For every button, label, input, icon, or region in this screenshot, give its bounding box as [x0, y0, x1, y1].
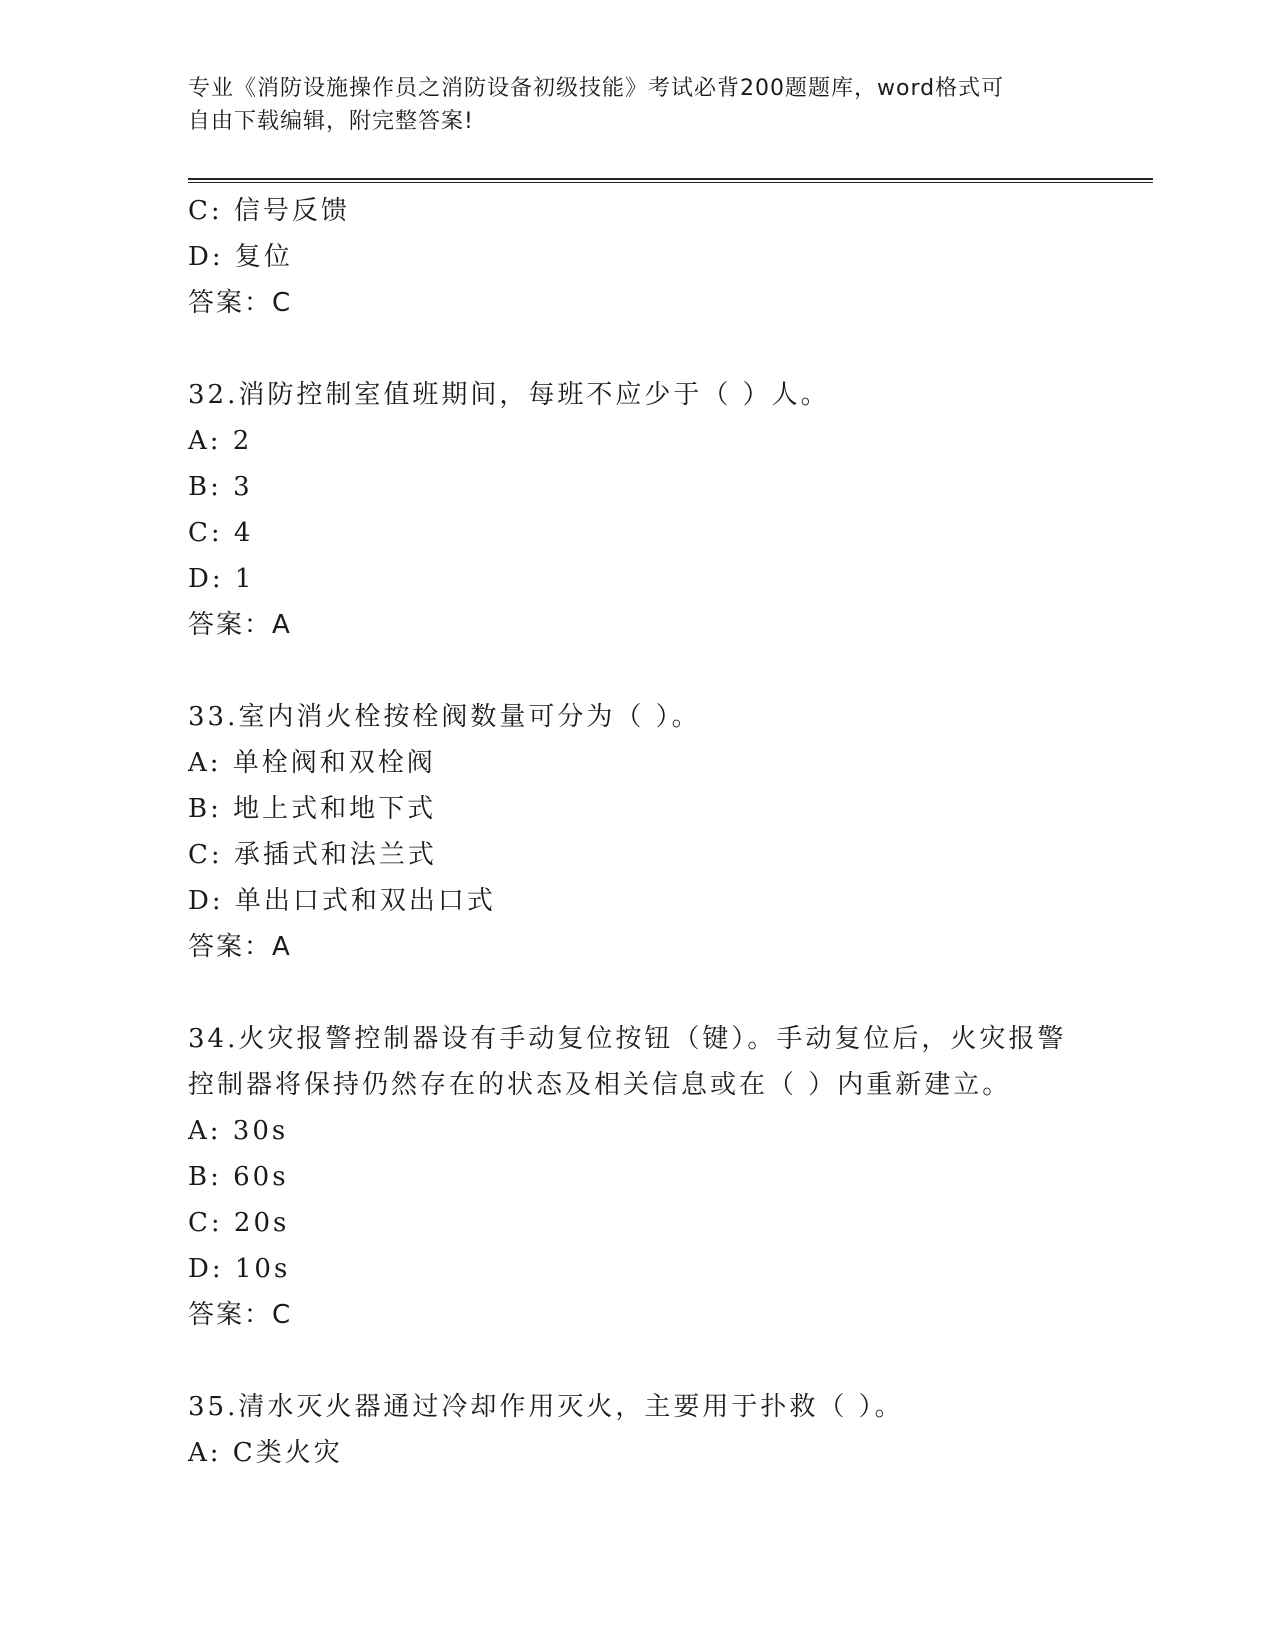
- question-32: [188, 372, 1138, 648]
- question-text-line-1: 34.火灾报警控制器设有手动复位按钮（键）。手动复位后，火灾报警: [188, 1024, 1067, 1054]
- option-a: A: C类火灾: [188, 1438, 343, 1468]
- answer-label: 答案：A: [188, 610, 292, 640]
- header-line-1: 专业《消防设施操作员之消防设备初级技能》考试必背200题题库，word格式可: [188, 76, 1005, 101]
- option-d: D: 复位: [188, 242, 293, 272]
- option-a: A: 30s: [188, 1116, 289, 1146]
- question-33: [188, 694, 1138, 970]
- answer-label: 答案：C: [188, 1300, 293, 1330]
- answer-label: 答案：A: [188, 932, 292, 962]
- option-a: A: 单栓阀和双栓阀: [188, 748, 436, 778]
- spacer: [188, 970, 1138, 1016]
- question-34: [188, 1016, 1138, 1338]
- option-a: A: 2: [188, 426, 253, 456]
- option-b: B: 3: [188, 472, 253, 502]
- option-c: C: 承插式和法兰式: [188, 840, 437, 870]
- question-list: [188, 188, 1138, 1476]
- spacer: [188, 326, 1138, 372]
- option-c: C: 信号反馈: [188, 196, 350, 226]
- question-35: [188, 1384, 1138, 1476]
- spacer: [188, 1338, 1138, 1384]
- option-b: B: 地上式和地下式: [188, 794, 437, 824]
- option-d: D: 单出口式和双出口式: [188, 886, 496, 916]
- document-header: [188, 72, 1088, 138]
- header-line-2: 自由下载编辑，附完整答案!: [188, 109, 474, 134]
- question-text: 35.清水灭火器通过冷却作用灭火，主要用于扑救（ ）。: [188, 1392, 904, 1422]
- question-text: 33.室内消火栓按栓阀数量可分为（ ）。: [188, 702, 701, 732]
- option-c: C: 20s: [188, 1208, 290, 1238]
- question-31-continuation: [188, 188, 1138, 326]
- option-d: D: 1: [188, 564, 255, 594]
- question-text-line-2: 控制器将保持仍然存在的状态及相关信息或在（ ）内重新建立。: [188, 1070, 1012, 1100]
- option-d: D: 10s: [188, 1254, 291, 1284]
- header-divider: [188, 178, 1153, 183]
- answer-label: 答案：C: [188, 288, 293, 318]
- option-b: B: 60s: [188, 1162, 289, 1192]
- spacer: [188, 648, 1138, 694]
- option-c: C: 4: [188, 518, 254, 548]
- question-text: 32.消防控制室值班期间，每班不应少于（ ）人。: [188, 380, 830, 410]
